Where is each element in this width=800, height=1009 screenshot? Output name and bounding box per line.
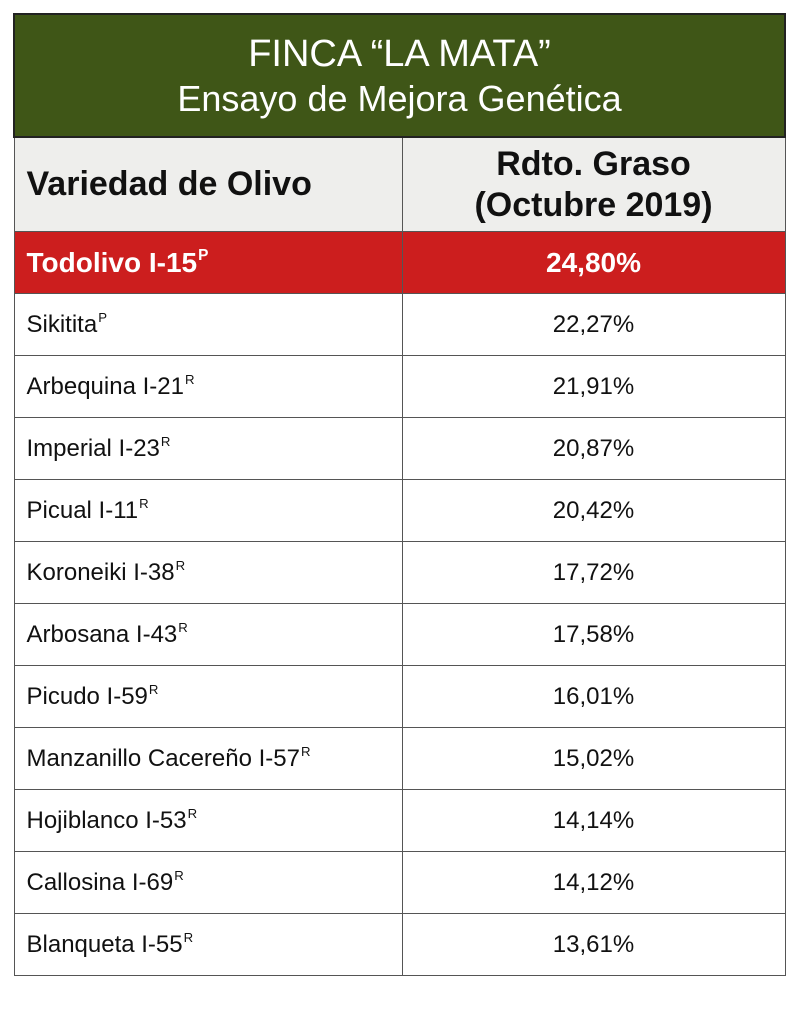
- table-row: [14, 852, 785, 914]
- table-title-block: [14, 14, 785, 137]
- variety-mark: R: [174, 867, 184, 883]
- variety-cell: [14, 666, 402, 728]
- yield-cell: 20,42%: [402, 480, 785, 542]
- table-row: [14, 418, 785, 480]
- yield-cell: 16,01%: [402, 666, 785, 728]
- table-row: [14, 542, 785, 604]
- yield-cell: 13,61%: [402, 914, 785, 976]
- variety-cell: [14, 914, 402, 976]
- column-header-variety: Variedad de Olivo: [14, 137, 402, 232]
- variety-name: Manzanillo Cacereño I-57: [26, 744, 300, 772]
- variety-cell: [14, 852, 402, 914]
- variety-mark: P: [98, 309, 107, 325]
- variety-cell: [14, 294, 402, 356]
- yield-cell: 14,14%: [402, 790, 785, 852]
- variety-name: Imperial I-23: [26, 434, 160, 462]
- variety-cell: [14, 604, 402, 666]
- results-table-container: [13, 13, 784, 976]
- variety-mark: R: [160, 433, 171, 449]
- variety-mark: R: [178, 619, 188, 635]
- table-row: [14, 790, 785, 852]
- variety-mark: R: [187, 805, 198, 821]
- variety-cell: [14, 232, 402, 294]
- variety-name: Callosina I-69: [26, 868, 174, 896]
- column-header-yield: [402, 137, 785, 232]
- variety-cell: [14, 728, 402, 790]
- yield-cell: 22,27%: [402, 294, 785, 356]
- results-table: [13, 13, 786, 976]
- yield-cell: 17,58%: [402, 604, 785, 666]
- yield-cell: 20,87%: [402, 418, 785, 480]
- variety-name: Arbosana I-43: [26, 620, 178, 648]
- yield-cell: 24,80%: [402, 232, 785, 294]
- table-row: [14, 480, 785, 542]
- variety-mark: P: [198, 246, 209, 264]
- variety-mark: R: [139, 495, 149, 511]
- variety-name: Sikitita: [26, 310, 98, 338]
- variety-name: Blanqueta I-55: [26, 930, 183, 958]
- variety-cell: [14, 418, 402, 480]
- variety-mark: R: [184, 371, 195, 387]
- variety-name: Arbequina I-21: [26, 372, 184, 400]
- variety-name: Picudo I-59: [26, 682, 148, 710]
- table-row: [14, 728, 785, 790]
- table-subtitle: Ensayo de Mejora Genética: [177, 77, 622, 119]
- table-row: [14, 294, 785, 356]
- variety-cell: [14, 790, 402, 852]
- variety-mark: R: [148, 681, 159, 697]
- variety-cell: [14, 480, 402, 542]
- table-title: FINCA “LA MATA”: [248, 32, 551, 75]
- yield-cell: 14,12%: [402, 852, 785, 914]
- yield-cell: 21,91%: [402, 356, 785, 418]
- column-header-yield-line2: (Octubre 2019): [474, 185, 713, 224]
- table-row: [14, 914, 785, 976]
- yield-cell: 17,72%: [402, 542, 785, 604]
- table-row-highlight: [14, 232, 785, 294]
- variety-name: Todolivo I-15: [26, 246, 198, 278]
- variety-name: Hojiblanco I-53: [26, 806, 187, 834]
- yield-cell: 15,02%: [402, 728, 785, 790]
- variety-name: Koroneiki I-38: [26, 558, 175, 586]
- table-row: [14, 666, 785, 728]
- variety-mark: R: [175, 557, 186, 573]
- table-body: [14, 232, 785, 976]
- variety-name: Picual I-11: [26, 496, 139, 524]
- table-row: [14, 604, 785, 666]
- table-row: [14, 356, 785, 418]
- variety-cell: [14, 542, 402, 604]
- variety-cell: [14, 356, 402, 418]
- variety-mark: R: [300, 743, 311, 759]
- variety-mark: R: [183, 929, 194, 945]
- column-header-yield-line1: Rdto. Graso: [496, 144, 691, 183]
